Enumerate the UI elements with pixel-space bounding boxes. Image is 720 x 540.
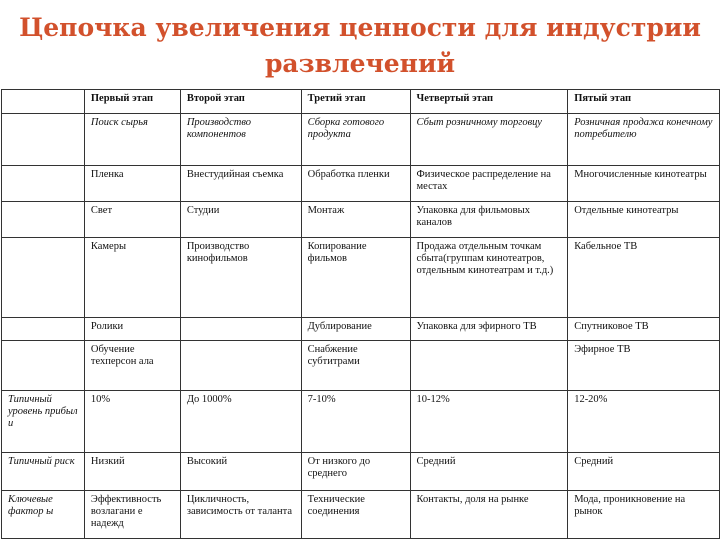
- table-cell: Высокий: [180, 453, 301, 491]
- table-row: [2, 202, 720, 238]
- table-cell: Монтаж: [301, 202, 410, 238]
- stage-description-row: [2, 114, 720, 166]
- table-cell: Камеры: [84, 238, 180, 318]
- table-cell: От низкого до среднего: [301, 453, 410, 491]
- table-row: [2, 238, 720, 318]
- table-cell: Мода, проникновение на рынок: [568, 491, 720, 539]
- stage-desc-2: Производство компонентов: [180, 114, 301, 166]
- table-row: [2, 166, 720, 202]
- title-line-1: Цепочка увеличения ценности для индустрии: [19, 13, 701, 42]
- table-cell: Спутниковое ТВ: [568, 318, 720, 341]
- stage-desc-5: Розничная продажа конечному потребителю: [568, 114, 720, 166]
- header-stage-3: Третий этап: [301, 90, 410, 114]
- table-cell: [180, 318, 301, 341]
- table-cell: Цикличность, зависимость от таланта: [180, 491, 301, 539]
- table-cell: Физическое распределение на местах: [410, 166, 568, 202]
- row-label-cell: [2, 238, 85, 318]
- table-cell: Продажа отдельным точкам сбыта(группам кинотеатров, отдельным кинотеатрам и т.д.): [410, 238, 568, 318]
- metric-label: Типичный риск: [2, 453, 85, 491]
- stage-desc-1: Поиск сырья: [84, 114, 180, 166]
- table-row: [2, 341, 720, 391]
- table-cell: Эффективность возлагани е надежд: [84, 491, 180, 539]
- row-label-cell: [2, 166, 85, 202]
- table-cell: Обработка пленки: [301, 166, 410, 202]
- table-cell: 10-12%: [410, 391, 568, 453]
- table-cell: Кабельное ТВ: [568, 238, 720, 318]
- table-cell: 10%: [84, 391, 180, 453]
- table-cell: Обучение техперсон ала: [84, 341, 180, 391]
- table-cell: Копирование фильмов: [301, 238, 410, 318]
- table-cell: [180, 341, 301, 391]
- table-cell: Упаковка для фильмовых каналов: [410, 202, 568, 238]
- table-cell: Эфирное ТВ: [568, 341, 720, 391]
- table-cell: До 1000%: [180, 391, 301, 453]
- value-chain-table: [1, 89, 720, 539]
- metric-label: Ключевые фактор ы: [2, 491, 85, 539]
- table-cell: Низкий: [84, 453, 180, 491]
- table-cell: 12-20%: [568, 391, 720, 453]
- table-cell: Контакты, доля на рынке: [410, 491, 568, 539]
- table-cell: Свет: [84, 202, 180, 238]
- corner-cell: [2, 90, 85, 114]
- title-line-2: развлечений: [264, 49, 456, 78]
- row-label-cell: [2, 114, 85, 166]
- table-cell: Дублирование: [301, 318, 410, 341]
- table-cell: Многочисленные кинотеатры: [568, 166, 720, 202]
- table-row: [2, 318, 720, 341]
- slide-title: [0, 10, 720, 82]
- table-cell: Упаковка для эфирного ТВ: [410, 318, 568, 341]
- metric-label: Типичный уровень прибыл и: [2, 391, 85, 453]
- header-row: [2, 90, 720, 114]
- row-label-cell: [2, 318, 85, 341]
- table-cell: Внестудийная съемка: [180, 166, 301, 202]
- table-cell: Средний: [568, 453, 720, 491]
- stage-desc-3: Сборка готового продукта: [301, 114, 410, 166]
- table-cell: Производство кинофильмов: [180, 238, 301, 318]
- metric-row-risk: [2, 453, 720, 491]
- header-stage-2: Второй этап: [180, 90, 301, 114]
- metric-row-profit: [2, 391, 720, 453]
- row-label-cell: [2, 202, 85, 238]
- table-cell: Отдельные кинотеатры: [568, 202, 720, 238]
- table-cell: Пленка: [84, 166, 180, 202]
- header-stage-4: Четвертый этап: [410, 90, 568, 114]
- table-cell: Снабжение субтитрами: [301, 341, 410, 391]
- table-cell: Средний: [410, 453, 568, 491]
- row-label-cell: [2, 341, 85, 391]
- table-cell: Ролики: [84, 318, 180, 341]
- table-cell: [410, 341, 568, 391]
- metric-row-factors: [2, 491, 720, 539]
- header-stage-5: Пятый этап: [568, 90, 720, 114]
- table-cell: 7-10%: [301, 391, 410, 453]
- table-cell: Технические соединения: [301, 491, 410, 539]
- table-cell: Студии: [180, 202, 301, 238]
- stage-desc-4: Сбыт розничному торговцу: [410, 114, 568, 166]
- header-stage-1: Первый этап: [84, 90, 180, 114]
